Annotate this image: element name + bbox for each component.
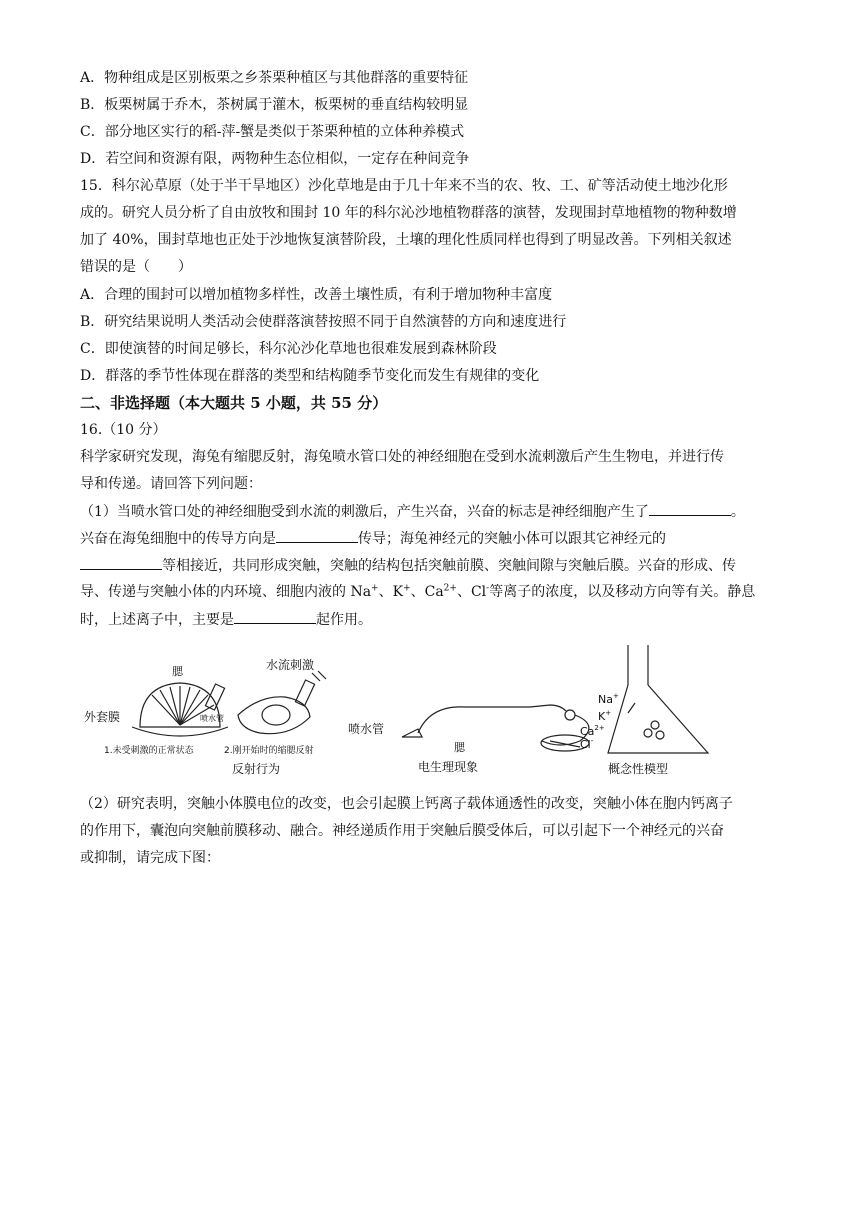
q16-part1-text: 等离子的浓度，以及移动方向等有关。静息 (489, 584, 756, 600)
siphon-label-2: 喷水管 (348, 722, 385, 736)
conceptual-model-label: 概念性模型 (608, 762, 669, 776)
reflex-behavior-label: 反射行为 (232, 762, 281, 776)
figure-drawing (80, 645, 780, 780)
answer-blank-3[interactable] (80, 555, 162, 570)
ion-separator: 、K (378, 584, 404, 600)
sea-hare-figure (80, 645, 780, 780)
cl-ion-label: Cl- (580, 737, 594, 751)
ion-separator: 、Ca (410, 584, 444, 600)
q15-stem-line3: 加了 40%，围封草地也正处于沙地恢复演替阶段，土壤的理化性质同样也得到了明显改善。下列相关叙述 (80, 232, 732, 248)
answer-blank-4[interactable] (234, 609, 316, 624)
q16-part1-text: 时，上述离子中，主要是 (80, 612, 234, 628)
q16-number: 16.（10 分） (80, 422, 167, 438)
ion-separator: 、Cl (456, 584, 487, 600)
gill-label-2: 腮 (454, 741, 465, 754)
q15-option-c: C．即使演替的时间足够长，科尔沁沙化草地也很难发展到森林阶段 (80, 341, 497, 357)
caption-normal-state: 1.未受刺激的正常状态 (104, 746, 194, 756)
q16-part1-text: （1）当喷水管口处的神经细胞受到水流的刺激后，产生兴奋，兴奋的标志是神经细胞产生了 (80, 504, 649, 520)
q15-stem-line2: 成的。研究人员分析了自由放牧和围封 10 年的科尔沁沙地植物群落的演替，发现围封草地植物的物种数增 (80, 205, 737, 221)
q16-part2-line3: 或抑制，请完成下图： (80, 850, 220, 866)
q16-part1-line4 (80, 582, 755, 602)
q14-option-c: C．部分地区实行的稻-萍-蟹是类似于茶栗种植的立体种养模式 (80, 124, 465, 140)
q16-part1-period: 。 (730, 504, 745, 520)
q16-part2-line2: 的作用下，囊泡向突触前膜移动、融合。神经递质作用于突触后膜受体后，可以引起下一个神经元的兴奋 (80, 823, 724, 839)
q16-part1-line5 (80, 609, 372, 630)
section-heading: 二、非选择题（本大题共 5 小题，共 55 分） (80, 394, 388, 412)
ion-charge: + (403, 583, 411, 594)
q16-part1-text: 等相接近，共同形成突触，突触的结构包括突触前膜、突触间隙与突触后膜。兴奋的形成、传 (162, 558, 736, 574)
ion-charge: + (371, 583, 379, 594)
answer-blank-1[interactable] (649, 501, 731, 516)
q16-intro-line1: 科学家研究发现，海兔有缩腮反射，海兔喷水管口处的神经细胞在受到水流刺激后产生生物电，并进行传 (80, 449, 724, 465)
q14-option-a: A．物种组成是区别板栗之乡茶栗种植区与其他群落的重要特征 (80, 70, 469, 86)
answer-blank-2[interactable] (276, 528, 358, 543)
q16-part1-text: 起作用。 (316, 612, 372, 628)
ion-charge: - (486, 583, 490, 594)
q16-part2-line1: （2）研究表明，突触小体膜电位的改变，也会引起膜上钙离子载体通透性的改变，突触小体在胞内钙离子 (80, 796, 733, 812)
water-stimulus-label: 水流刺激 (266, 658, 315, 672)
q16-intro-line2: 导和传递。请回答下列问题： (80, 476, 262, 492)
ion-charge: 2+ (443, 583, 457, 594)
q15-stem-line4: 错误的是（ ） (80, 259, 192, 275)
q16-part1-text: 传导；海兔神经元的突触小体可以跟其它神经元的 (358, 531, 666, 547)
q15-option-b: B．研究结果说明人类活动会使群落演替按照不同于自然演替的方向和速度进行 (80, 314, 567, 330)
siphon-label-1: 喷水管 (200, 714, 224, 723)
gill-label-1: 腮 (172, 665, 183, 678)
q15-stem-line1: 15．科尔沁草原（处于半干旱地区）沙化草地是由于几十年来不当的农、牧、工、矿等活动使土地沙化形 (80, 178, 728, 194)
q16-part1-line2 (80, 528, 666, 549)
q15-option-d: D．群落的季节性体现在群落的类型和结构随季节变化而发生有规律的变化 (80, 368, 540, 384)
q16-part1-line1 (80, 501, 745, 522)
q16-part1-text: 兴奋在海兔细胞中的传导方向是 (80, 531, 276, 547)
q16-part1-text: 导、传递与突触小体的内环境、细胞内液的 Na (80, 584, 372, 600)
q14-option-b: B．板栗树属于乔木，茶树属于灌木，板栗树的垂直结构较明显 (80, 97, 469, 113)
outer-mantle-label: 外套膜 (84, 710, 121, 724)
q16-part1-line3 (80, 555, 736, 576)
q15-option-a: A．合理的围封可以增加植物多样性，改善土壤性质，有利于增加物种丰富度 (80, 287, 553, 303)
ca-ion-label: $Ca^{2+}$ (580, 724, 605, 738)
k-ion-label: K+ (598, 709, 612, 723)
caption-gill-reflex: 2.刚开始时的缩腮反射 (224, 746, 314, 756)
q14-option-d: D．若空间和资源有限，两物种生态位相似，一定存在种间竞争 (80, 151, 470, 167)
electrophysiology-label: 电生理现象 (418, 760, 479, 774)
na-ion-label: Na+ (598, 692, 619, 706)
